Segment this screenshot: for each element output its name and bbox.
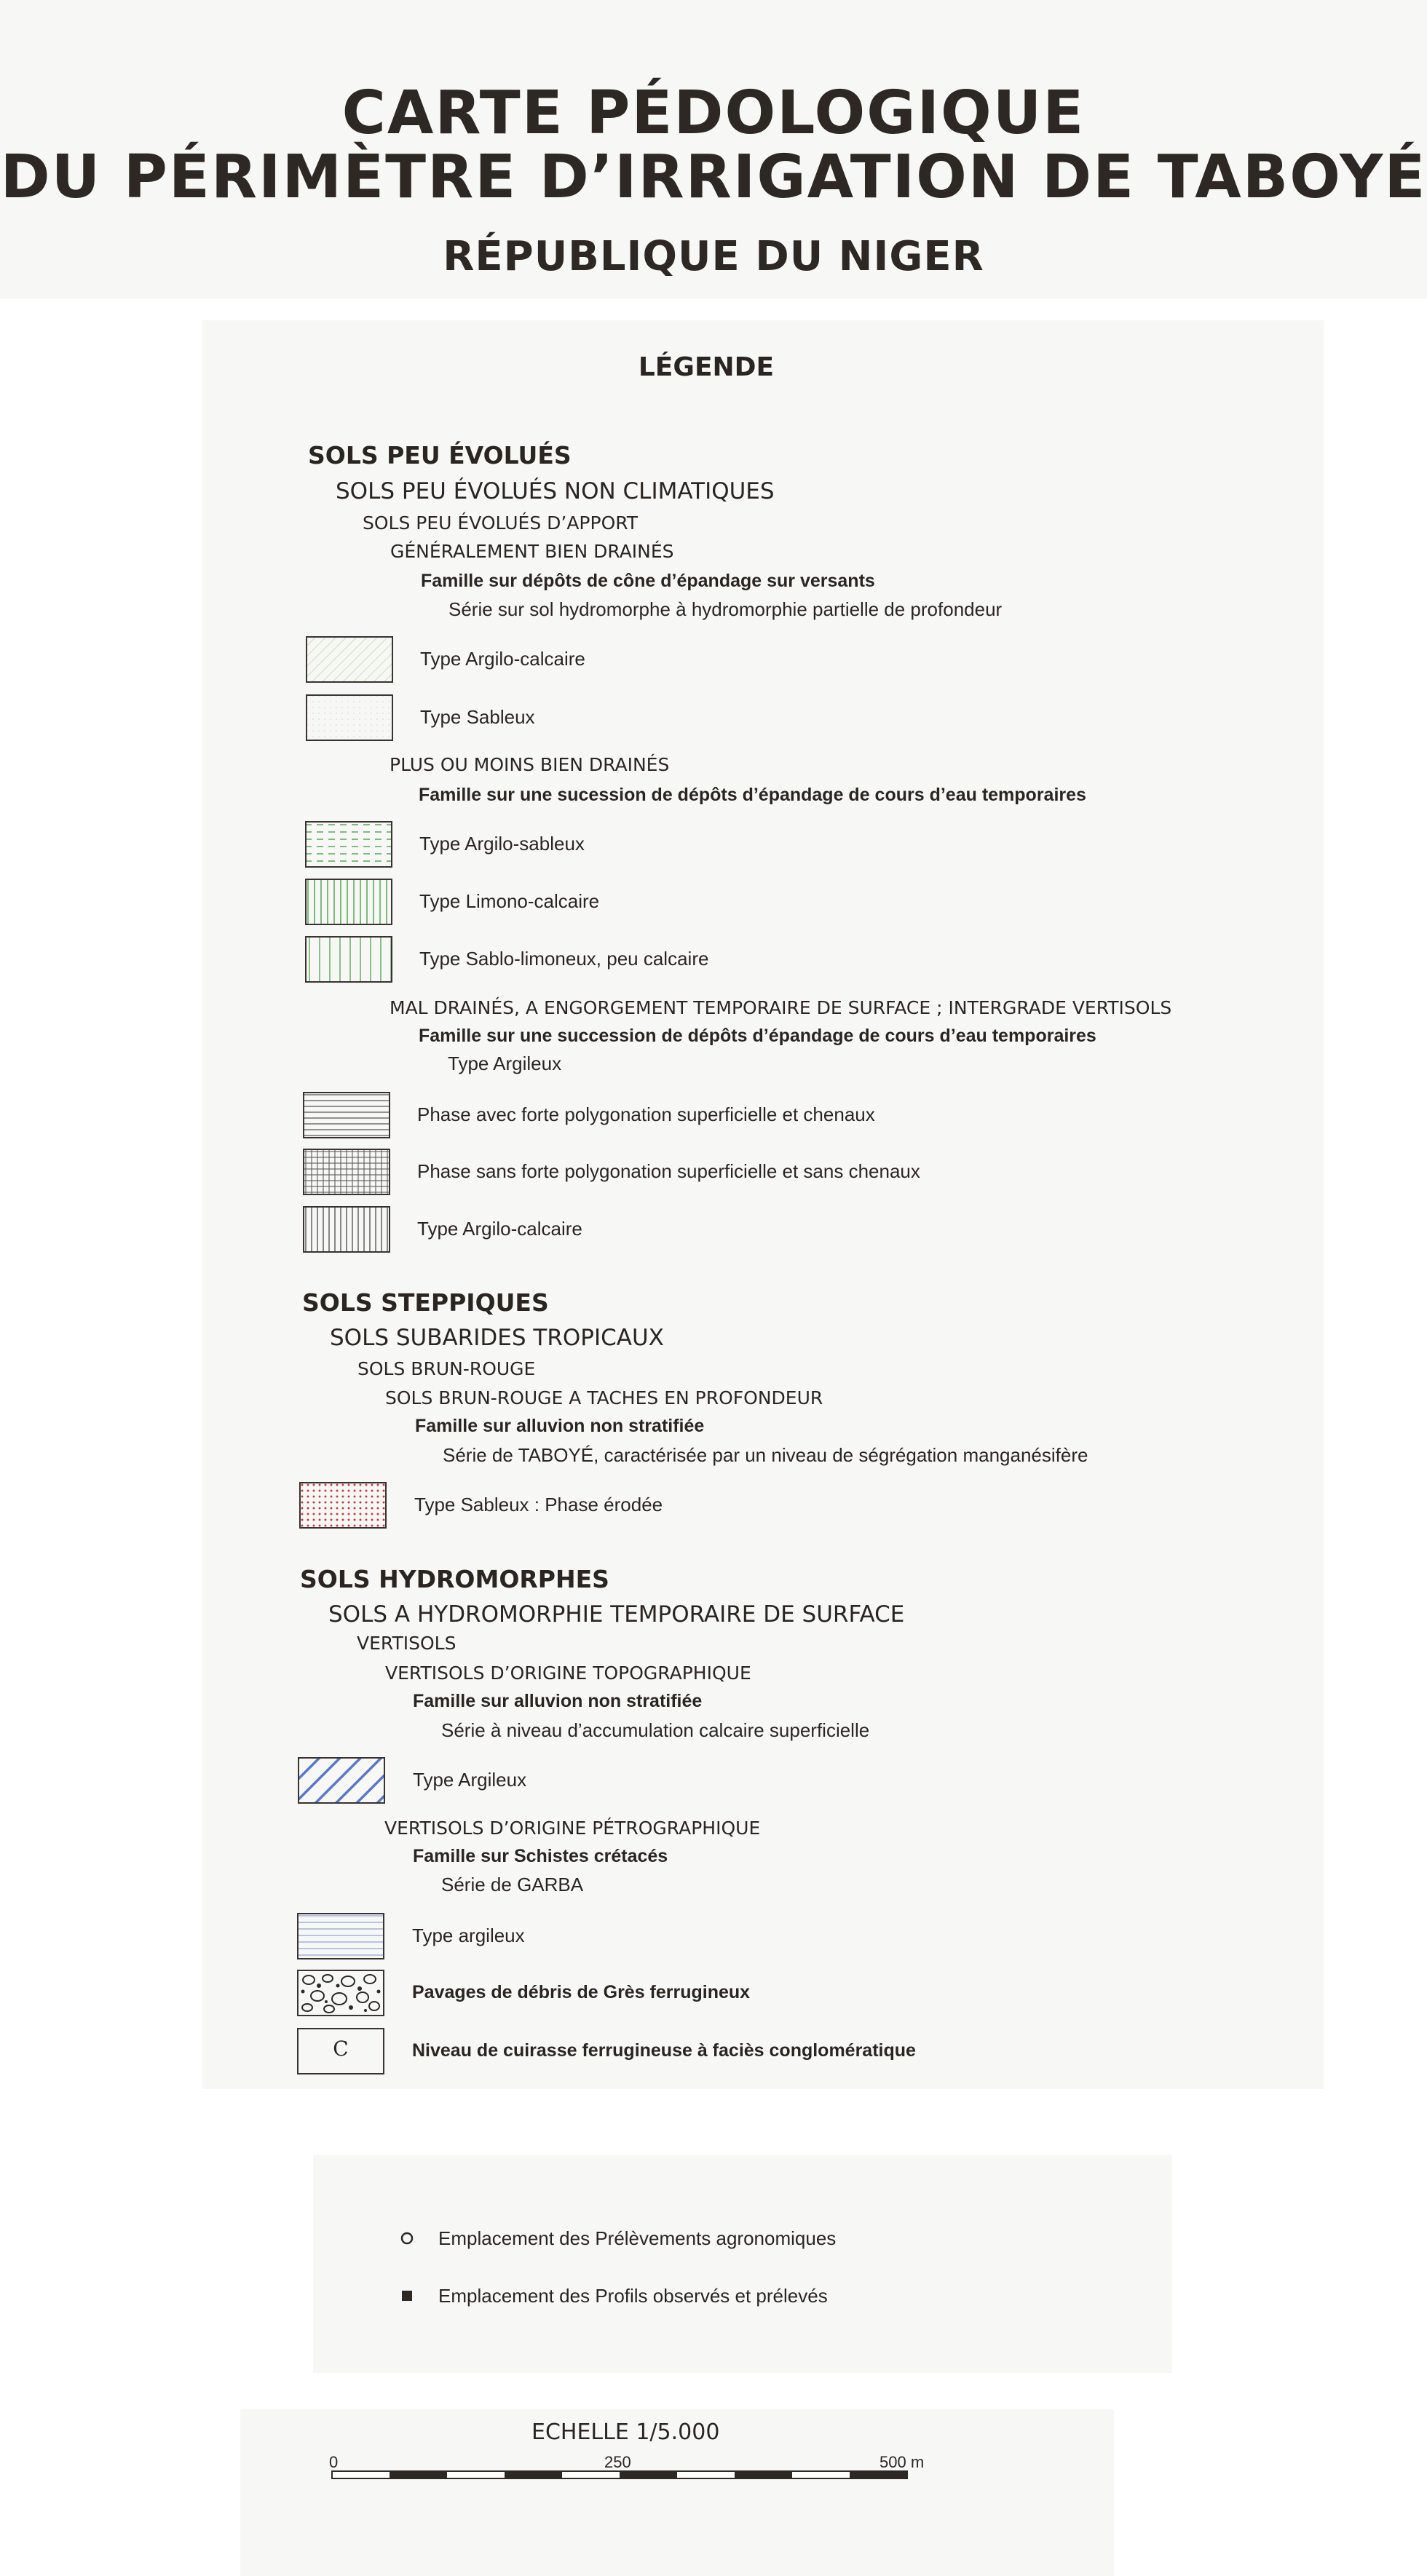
subgroup-taches: SOLS BRUN-ROUGE A TACHES EN PROFONDEUR	[385, 1387, 823, 1408]
class-sols-hydromorphes: SOLS HYDROMORPHES	[300, 1565, 609, 1593]
type-argileux: Type Argileux	[448, 1053, 562, 1074]
marker-label-profils: Emplacement des Profils observés et prélevés	[438, 2285, 828, 2307]
legend-item-label: Type Sableux	[420, 706, 535, 728]
legend-item-label: Type Argileux	[413, 1769, 527, 1791]
series-garba: Série de GARBA	[441, 1874, 584, 1895]
square-marker-icon	[400, 2288, 414, 2303]
legend-item-label: Pavages de débris de Grès ferrugineux	[412, 1982, 751, 2002]
scale-title: ECHELLE 1/5.000	[531, 2420, 720, 2445]
group-vertisols: VERTISOLS	[357, 1633, 456, 1654]
map-title-line2: DU PÉRIMÈTRE D’IRRIGATION DE TABOYÉ	[0, 143, 1427, 212]
map-subtitle: RÉPUBLIQUE DU NIGER	[443, 233, 984, 280]
class-sols-steppiques: SOLS STEPPIQUES	[302, 1288, 549, 1317]
marker-label-prelevements: Emplacement des Prélèvements agronomiques	[438, 2227, 837, 2249]
family-alluvion-2: Famille sur alluvion non stratifiée	[413, 1691, 703, 1711]
legend-swatch-argilo-calcaire	[306, 636, 393, 683]
legend-swatch-sableux-erodee	[299, 1482, 387, 1529]
legend-swatch-vertisol-argileux	[298, 1757, 385, 1804]
subgroup-petrographique: VERTISOLS D’ORIGINE PÉTROGRAPHIQUE	[384, 1818, 761, 1839]
subgroup-topographique: VERTISOLS D’ORIGINE TOPOGRAPHIQUE	[385, 1662, 751, 1684]
legend-swatch-pavages-gres	[297, 1970, 384, 2016]
family-cone-epandage: Famille sur dépôts de cône d’épandage sur versants	[421, 571, 875, 591]
family-schistes: Famille sur Schistes crétacés	[413, 1846, 668, 1866]
series-taboye: Série de TABOYÉ, caractérisée par un niveau de ségrégation manganésifère	[443, 1444, 1088, 1466]
legend-item-label: Type Sablo-limoneux, peu calcaire	[419, 948, 709, 970]
subclass-subarides: SOLS SUBARIDES TROPICAUX	[330, 1325, 664, 1351]
group-brun-rouge: SOLS BRUN-ROUGE	[357, 1358, 536, 1379]
scale-bar	[331, 2469, 914, 2482]
circle-marker-icon	[399, 2230, 415, 2246]
legend-swatch-sablo-limoneux	[305, 936, 392, 983]
legend-swatch-type-argileux	[297, 1913, 384, 1959]
series-accumulation: Série à niveau d’accumulation calcaire superficielle	[441, 1719, 870, 1741]
legend-swatch-sableux	[306, 694, 393, 741]
subgroup-mal-draines: MAL DRAINÉS, A ENGORGEMENT TEMPORAIRE DE SURFACE ; INTERGRADE VERTISOLS	[390, 997, 1172, 1018]
subclass-non-climatiques: SOLS PEU ÉVOLUÉS NON CLIMATIQUES	[336, 478, 775, 504]
legend-swatch-argilo-sableux	[305, 821, 392, 868]
legend-swatch-phase-sans	[303, 1149, 390, 1195]
group-d-apport: SOLS PEU ÉVOLUÉS D’APPORT	[363, 512, 639, 534]
scale-tick-500: 500 m	[879, 2453, 925, 2471]
class-sols-peu-evolues: SOLS PEU ÉVOLUÉS	[308, 441, 572, 469]
legend-item-label: Type Argilo-calcaire	[417, 1218, 582, 1240]
legend-item-label: Type Argilo-sableux	[419, 833, 585, 855]
legend-item-label: Phase avec forte polygonation superficielle et chenaux	[417, 1103, 875, 1125]
legend-heading: LÉGENDE	[638, 352, 775, 382]
series-hydromorphe: Série sur sol hydromorphe à hydromorphie partielle de profondeur	[448, 598, 1003, 620]
family-succession-depots-2: Famille sur une succession de dépôts d’épandage de cours d’eau temporaires	[419, 1026, 1096, 1046]
legend-item-label: Type Argilo-calcaire	[420, 648, 585, 670]
legend-item-label: Type argileux	[412, 1925, 525, 1946]
legend-item-label: Phase sans forte polygonation superficielle et sans chenaux	[417, 1160, 920, 1182]
family-alluvion: Famille sur alluvion non stratifiée	[415, 1416, 705, 1436]
family-succession-depots: Famille sur une sucession de dépôts d’épandage de cours d’eau temporaires	[419, 785, 1086, 805]
map-title-line1: CARTE PÉDOLOGIQUE	[341, 79, 1086, 148]
subclass-hydromorphie: SOLS A HYDROMORPHIE TEMPORAIRE DE SURFACE	[328, 1601, 905, 1628]
legend-swatch-phase-avec	[303, 1092, 390, 1138]
legend-item-label: Niveau de cuirasse ferrugineuse à faciès conglomératique	[412, 2040, 916, 2061]
subgroup-bien-draines: GÉNÉRALEMENT BIEN DRAINÉS	[390, 541, 674, 562]
markers-panel	[313, 2155, 1172, 2373]
legend-item-label: Type Limono-calcaire	[419, 890, 600, 912]
subgroup-plus-ou-moins: PLUS OU MOINS BIEN DRAINÉS	[390, 754, 670, 775]
legend-swatch-limono-calcaire	[305, 879, 392, 925]
cuirasse-letter: C	[333, 2037, 349, 2061]
legend-item-label: Type Sableux : Phase érodée	[414, 1494, 663, 1515]
scale-tick-250: 250	[604, 2453, 631, 2471]
legend-swatch-argilo-calcaire-2	[303, 1206, 390, 1253]
scale-tick-0: 0	[329, 2453, 339, 2471]
